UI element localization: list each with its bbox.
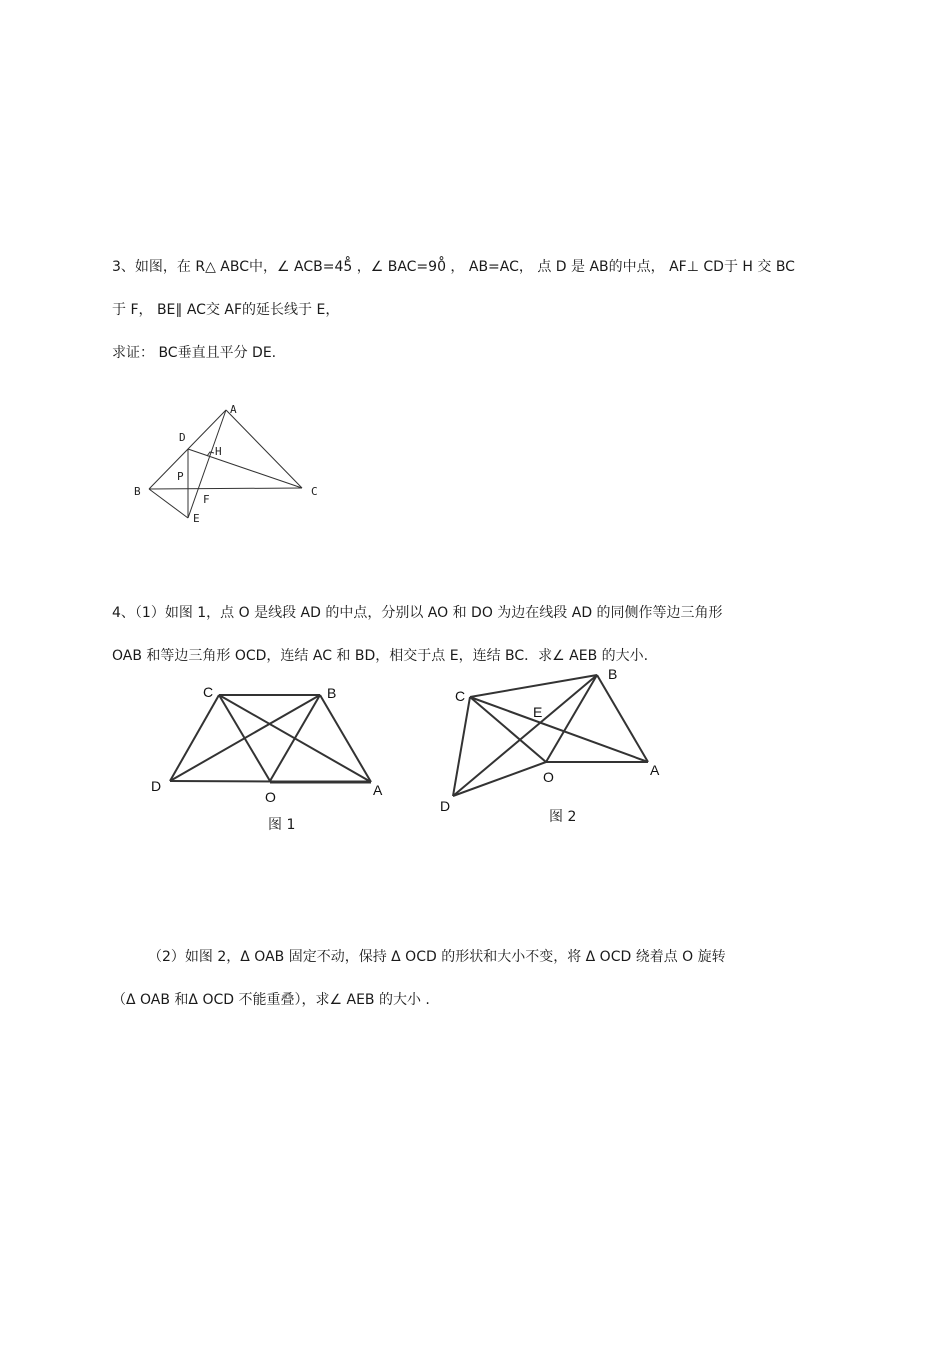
figure-2-caption: 图 2 (549, 809, 577, 825)
label-A: A (373, 782, 383, 798)
problem3-line3: 求证： BC垂直且平分 DE. (112, 345, 277, 361)
problem4-part2-line2: （Δ OAB 和Δ OCD 不能重叠），求∠ AEB 的大小 . (112, 992, 430, 1008)
label-C: C (311, 485, 318, 498)
segment-BA (597, 675, 648, 762)
label-D: D (151, 778, 162, 794)
segment-AC (226, 410, 302, 488)
segment-CA (470, 697, 648, 762)
label-B: B (608, 666, 618, 682)
segment-CB (470, 675, 597, 697)
label-O: O (265, 789, 276, 805)
label-E: E (193, 512, 200, 525)
segment-DO (453, 762, 546, 796)
segment-BO (546, 675, 597, 762)
segment-DB (170, 695, 320, 781)
label-B: B (327, 685, 337, 701)
segment-DC (188, 449, 302, 488)
segment-CD (453, 697, 470, 796)
label-H: H (215, 445, 222, 458)
label-O: O (543, 769, 554, 785)
segment-BC (149, 488, 302, 489)
problem3-line2: 于 F， BE∥ AC交 AF的延长线于 E， (112, 302, 340, 318)
problem3-line1: 3、如图，在 R△ ABC中，∠ ACB=45̊ ，∠ BAC=90̊ ， AB=AC， 点 D 是 AB的中点， AF⊥ CD于 H 交 BC (112, 259, 795, 275)
segment-CA (219, 695, 371, 782)
segment-DA (170, 781, 371, 782)
segment-BA (149, 410, 226, 489)
right-angle-mark-H (207, 452, 214, 456)
label-C: C (455, 688, 466, 704)
label-A: A (650, 762, 660, 778)
segment-BE (149, 489, 188, 518)
segment-CO (219, 695, 270, 781)
label-A: A (230, 403, 237, 416)
label-D: D (440, 798, 451, 814)
figure-1-caption: 图 1 (268, 817, 296, 833)
segment-DB (453, 675, 597, 796)
segment-BA (320, 695, 371, 782)
label-C: C (203, 684, 214, 700)
problem4-line1: 4、（1）如图 1，点 O 是线段 AD 的中点，分别以 AO 和 DO 为边在线段 AD 的同侧作等边三角形 (112, 605, 723, 621)
label-E: E (533, 704, 543, 720)
segment-CO (470, 697, 546, 762)
label-D: D (179, 431, 186, 444)
segment-AE (188, 410, 226, 518)
problem4-line2: OAB 和等边三角形 OCD，连结 AC 和 BD，相交于点 E，连结 BC．求∠ AEB 的大小. (112, 648, 649, 664)
label-B: B (134, 485, 141, 498)
label-P: P (177, 470, 184, 483)
problem4-part2-line1: （2）如图 2，Δ OAB 固定不动，保持 Δ OCD 的形状和大小不变，将 Δ OCD 绕着点 O 旋转 (148, 949, 726, 965)
segment-BO (270, 695, 320, 781)
segment-DC (170, 695, 219, 781)
label-F: F (203, 493, 210, 506)
